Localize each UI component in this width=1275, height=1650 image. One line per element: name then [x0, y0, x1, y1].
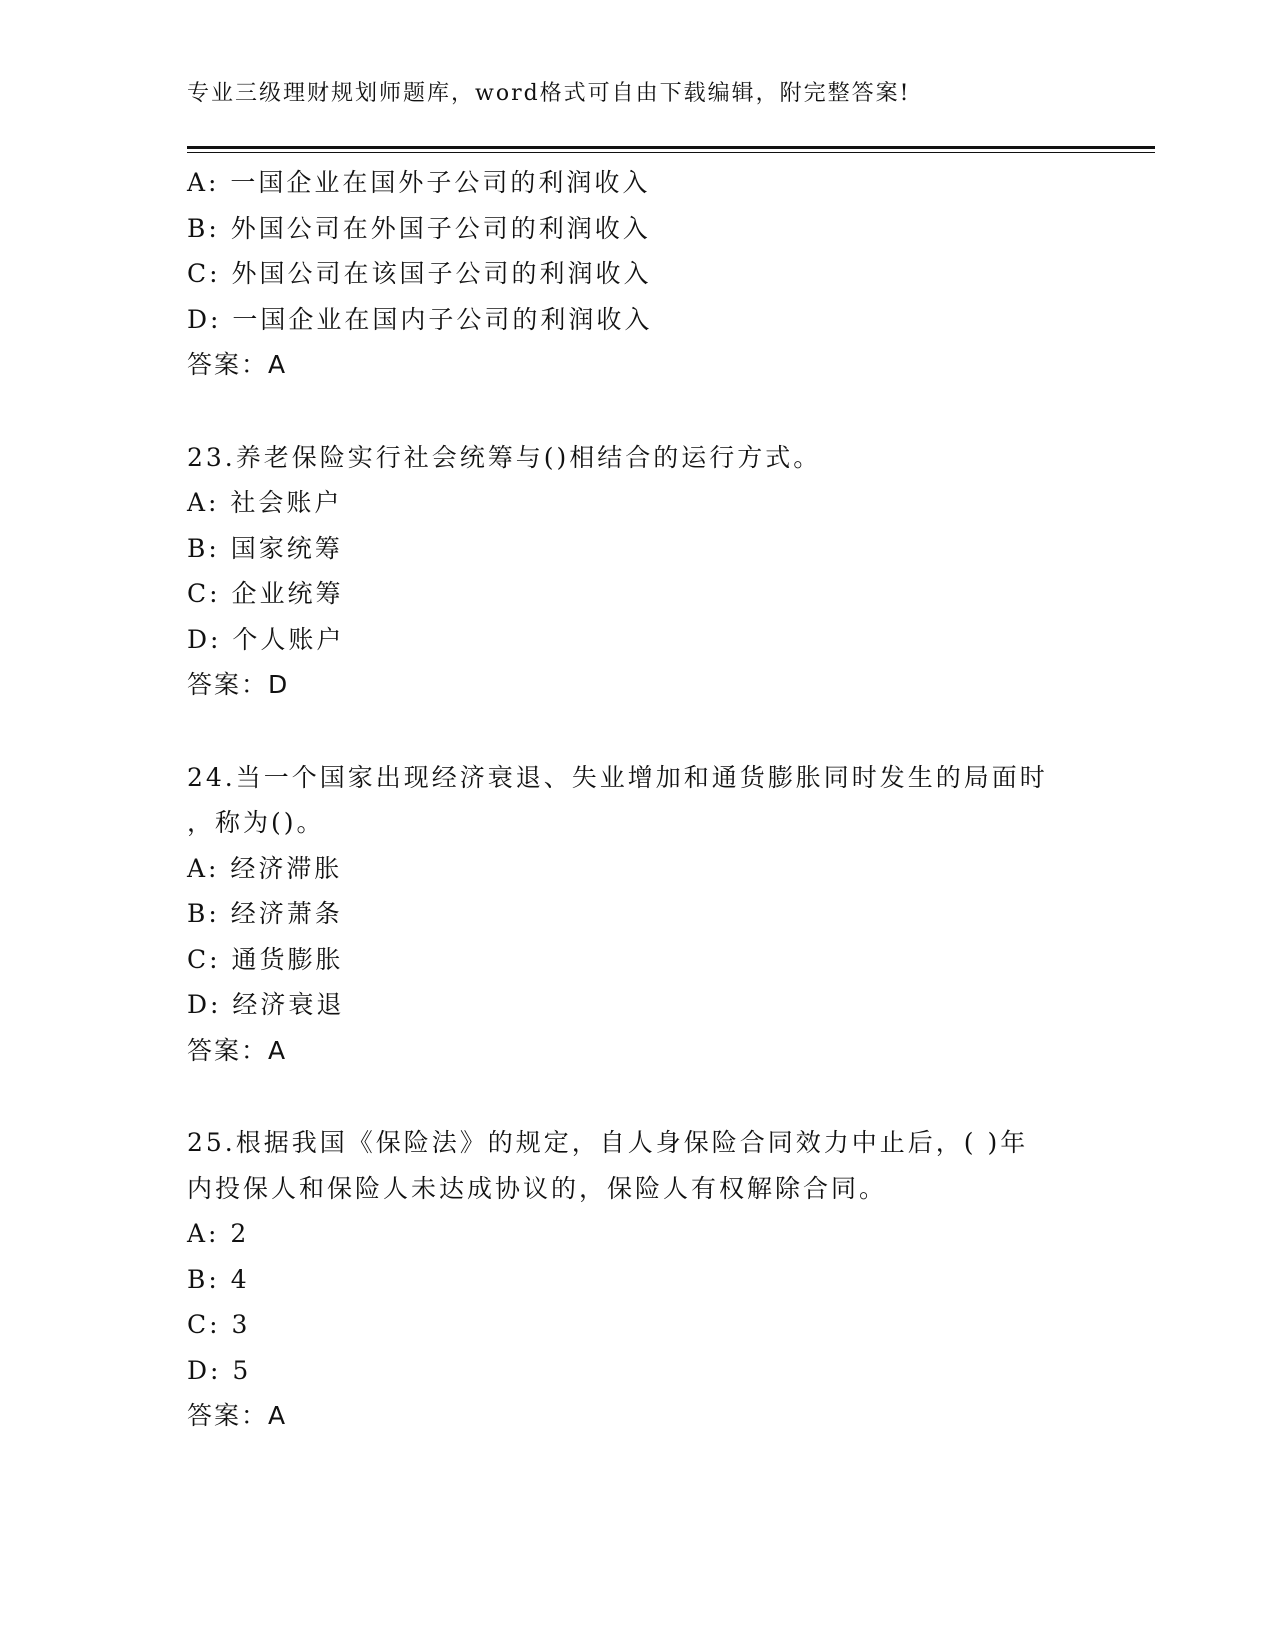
option-c: C: 3 — [187, 1310, 251, 1339]
option-c: C: 企业统筹 — [187, 579, 344, 608]
answer-line: 答案：A — [187, 1401, 288, 1430]
answer-line: 答案：A — [187, 350, 288, 379]
question-stem-continued: 内投保人和保险人未达成协议的，保险人有权解除合同。 — [187, 1173, 888, 1203]
option-d: D: 经济衰退 — [187, 990, 345, 1019]
answer-line: 答案：D — [187, 670, 290, 699]
question-stem-continued: ，称为()。 — [187, 808, 325, 837]
option-a: A: 经济滞胀 — [187, 853, 343, 883]
option-b: B: 4 — [187, 1264, 250, 1294]
option-d: D: 个人账户 — [187, 624, 345, 654]
option-c: C: 通货膨胀 — [187, 944, 344, 974]
header-divider — [187, 146, 1155, 149]
question-block-partial — [187, 160, 1087, 388]
question-stem: 25.根据我国《保险法》的规定，自人身保险合同效力中止后，( )年 — [187, 1128, 1029, 1157]
option-c: C: 外国公司在该国子公司的利润收入 — [187, 259, 652, 288]
option-a: A: 社会账户 — [187, 488, 343, 517]
option-b: B: 经济萧条 — [187, 899, 343, 928]
option-b: B: 外国公司在外国子公司的利润收入 — [187, 213, 651, 243]
page-header: 专业三级理财规划师题库，word格式可自由下载编辑，附完整答案! — [187, 81, 911, 106]
question-stem: 24.当一个国家出现经济衰退、失业增加和通货膨胀同时发生的局面时 — [187, 762, 1048, 792]
question-block-23 — [187, 435, 1087, 708]
question-block-24 — [187, 755, 1087, 1074]
option-d: D: 5 — [187, 1355, 252, 1385]
option-a: A: 一国企业在国外子公司的利润收入 — [187, 168, 651, 197]
option-d: D: 一国企业在国内子公司的利润收入 — [187, 304, 653, 334]
option-b: B: 国家统筹 — [187, 533, 343, 563]
header-divider-thin — [187, 152, 1155, 153]
answer-line: 答案：A — [187, 1035, 288, 1065]
option-a: A: 2 — [187, 1219, 250, 1248]
question-stem: 23.养老保险实行社会统筹与()相结合的运行方式。 — [187, 442, 822, 472]
question-list — [187, 160, 1087, 1439]
question-block-25 — [187, 1120, 1087, 1439]
